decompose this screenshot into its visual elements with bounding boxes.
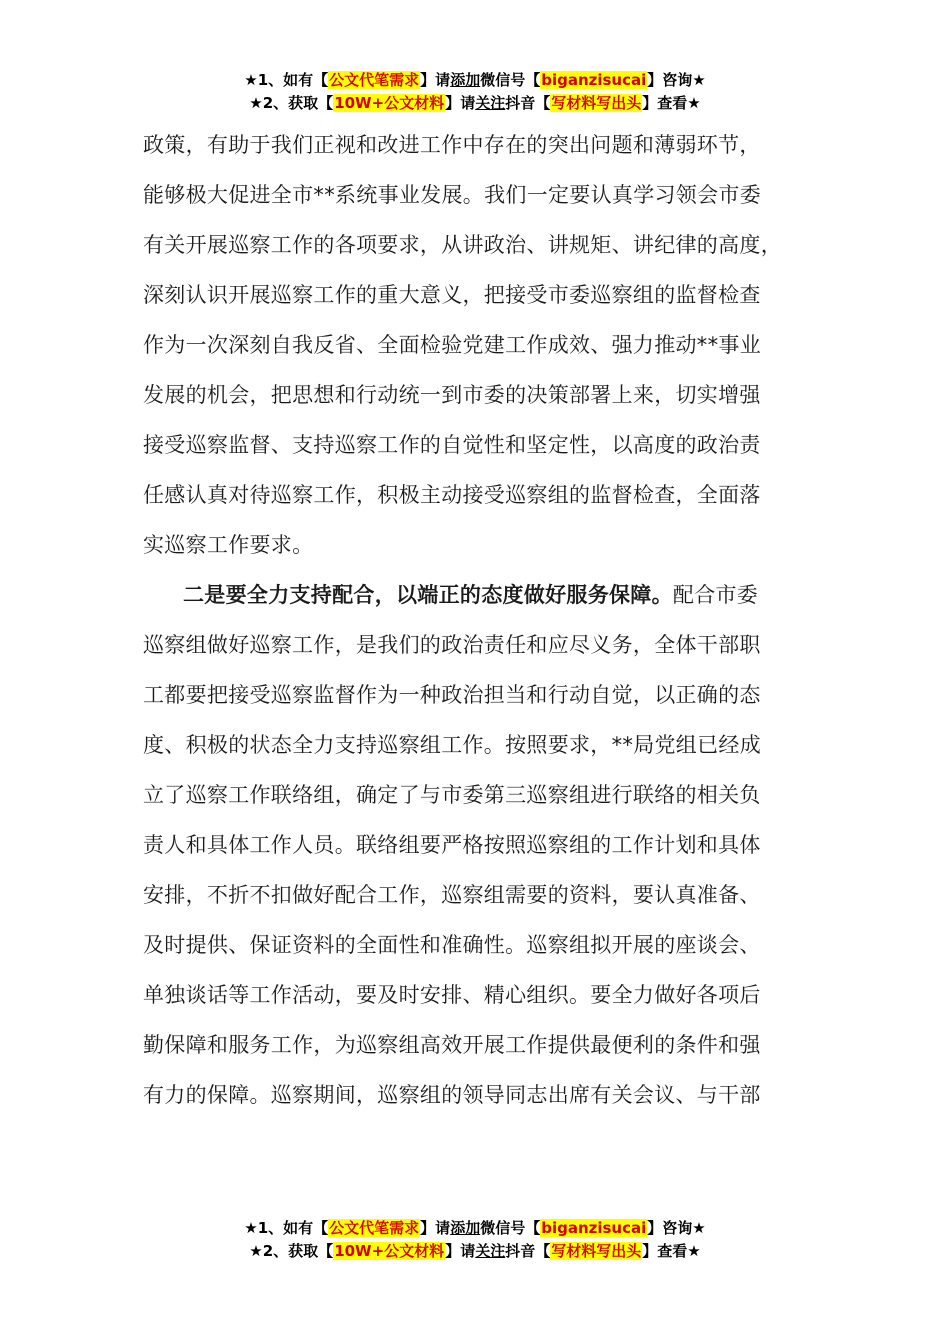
paragraph-2-first-rest: 配合市委 — [672, 583, 759, 607]
paragraph-2-first-line — [143, 570, 823, 620]
header-banner-line-2 — [0, 92, 950, 115]
douyin-account-highlight: 写材料写出头 — [551, 94, 642, 112]
banner-text: ★1、如有【 — [244, 71, 329, 89]
service-highlight: 公文代笔需求 — [329, 71, 420, 89]
body-line: 工都要把接受巡察监督作为一种政治担当和行动自觉，以正确的态 — [143, 683, 761, 707]
wechat-id-highlight: biganzisucai — [541, 71, 647, 89]
wechat-id-highlight: biganzisucai — [541, 1219, 647, 1237]
footer-banner-line-2 — [0, 1240, 950, 1263]
body-line: 发展的机会，把思想和行动统一到市委的决策部署上来，切实增强 — [143, 383, 761, 407]
body-line: 实巡察工作要求。 — [143, 533, 314, 557]
body-line: 安排，不折不扣做好配合工作，巡察组需要的资料，要认真准备、 — [143, 883, 761, 907]
service-highlight: 公文代笔需求 — [329, 1219, 420, 1237]
body-line: 及时提供、保证资料的全面性和准确性。巡察组拟开展的座谈会、 — [143, 933, 761, 957]
body-line: 有关开展巡察工作的各项要求，从讲政治、讲规矩、讲纪律的高度， — [143, 233, 782, 257]
footer-banner — [0, 1217, 950, 1263]
banner-text: ★1、如有【 — [244, 1219, 329, 1237]
banner-text: 】请 — [420, 71, 451, 89]
banner-text: 微信号【 — [480, 1219, 541, 1237]
body-line: 能够极大促进全市**系统事业发展。我们一定要认真学习领会市委 — [143, 183, 761, 207]
body-line: 政策，有助于我们正视和改进工作中存在的突出问题和薄弱环节， — [143, 133, 761, 157]
body-line: 度、积极的状态全力支持巡察组工作。按照要求，**局党组已经成 — [143, 733, 761, 757]
paragraph-2-heading: 二是要全力支持配合，以端正的态度做好服务保障。 — [183, 583, 673, 607]
body-line: 有力的保障。巡察期间，巡察组的领导同志出席有关会议、与干部 — [143, 1083, 761, 1107]
body-line: 接受巡察监督、支持巡察工作的自觉性和坚定性，以高度的政治责 — [143, 433, 761, 457]
body-line: 巡察组做好巡察工作，是我们的政治责任和应尽义务，全体干部职 — [143, 633, 761, 657]
banner-text: ★2、获取【 — [249, 94, 334, 112]
header-banner-line-1 — [0, 69, 950, 92]
materials-highlight: 10W+公文材料 — [334, 94, 445, 112]
follow-underlined: 关注 — [475, 1242, 506, 1260]
banner-text: 】咨询★ — [647, 1219, 706, 1237]
footer-banner-line-1 — [0, 1217, 950, 1240]
body-line: 深刻认识开展巡察工作的重大意义，把接受市委巡察组的监督检查 — [143, 283, 761, 307]
body-line: 立了巡察工作联络组，确定了与市委第三巡察组进行联络的相关负 — [143, 783, 761, 807]
banner-text: 抖音【 — [505, 1242, 551, 1260]
banner-text: 抖音【 — [505, 94, 551, 112]
body-line: 勤保障和服务工作，为巡察组高效开展工作提供最便利的条件和强 — [143, 1033, 761, 1057]
body-line: 任感认真对待巡察工作，积极主动接受巡察组的监督检查，全面落 — [143, 483, 761, 507]
body-line: 责人和具体工作人员。联络组要严格按照巡察组的工作计划和具体 — [143, 833, 761, 857]
banner-text: 微信号【 — [480, 71, 541, 89]
banner-text: 】查看★ — [642, 1242, 701, 1260]
header-banner — [0, 69, 950, 115]
banner-text: 】请 — [445, 1242, 476, 1260]
materials-highlight: 10W+公文材料 — [334, 1242, 445, 1260]
document-body — [143, 120, 823, 1120]
body-line: 作为一次深刻自我反省、全面检验党建工作成效、强力推动**事业 — [143, 333, 761, 357]
banner-text: 】查看★ — [642, 94, 701, 112]
follow-underlined: 关注 — [475, 94, 506, 112]
banner-text: 】咨询★ — [647, 71, 706, 89]
banner-text: 】请 — [420, 1219, 451, 1237]
douyin-account-highlight: 写材料写出头 — [551, 1242, 642, 1260]
add-underlined: 添加 — [450, 1219, 481, 1237]
banner-text: ★2、获取【 — [249, 1242, 334, 1260]
add-underlined: 添加 — [450, 71, 481, 89]
banner-text: 】请 — [445, 94, 476, 112]
body-line: 单独谈话等工作活动，要及时安排、精心组织。要全力做好各项后 — [143, 983, 761, 1007]
